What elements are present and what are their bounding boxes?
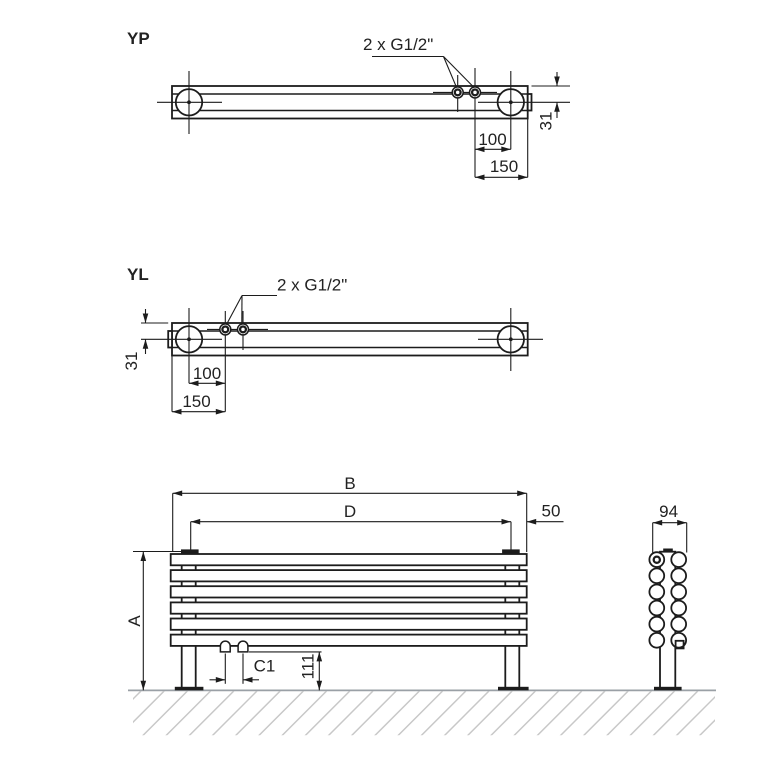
side-tube-front — [649, 568, 664, 583]
side-tube-back — [671, 552, 686, 567]
side-tube-back — [671, 601, 686, 616]
hatch-stroke — [676, 691, 721, 736]
front-valve-1 — [220, 641, 230, 652]
side-tube-back — [671, 617, 686, 632]
tube-row — [171, 570, 527, 581]
tube-row — [171, 586, 527, 597]
front-valve-2 — [238, 641, 248, 652]
hatch-stroke — [421, 691, 466, 736]
side-tube-front — [649, 633, 664, 648]
hatch-stroke — [142, 691, 187, 736]
yp-connection-label: 2 x G1/2" — [363, 35, 434, 54]
hatch-stroke — [258, 691, 303, 736]
hatch-stroke — [351, 691, 396, 736]
view-yp — [127, 29, 570, 177]
view-yl-title: YL — [127, 265, 149, 284]
side-bracket-tab — [663, 549, 673, 552]
side-tube-back — [671, 568, 686, 583]
tube-row — [171, 602, 527, 613]
side-tube-front — [649, 617, 664, 632]
yp-dim-100: 100 — [478, 130, 507, 149]
hatch-stroke — [444, 691, 489, 736]
hatch-stroke — [537, 691, 582, 736]
front-bracket-tab-right — [502, 549, 520, 554]
view-yl — [122, 265, 543, 412]
front-dim-111: 111 — [298, 653, 318, 680]
front-foot-right — [498, 687, 529, 691]
hatch-stroke — [305, 691, 350, 736]
front-dim-A: A — [125, 615, 145, 627]
hatch-stroke — [282, 691, 327, 736]
hatch-stroke — [514, 691, 559, 736]
side-tube-front — [649, 601, 664, 616]
hatch-stroke — [96, 691, 141, 736]
tube-row — [171, 554, 527, 565]
side-tube-front — [649, 552, 664, 567]
hatch-stroke — [583, 691, 628, 736]
hatch-stroke — [119, 691, 164, 736]
hatch-stroke — [653, 691, 698, 736]
hatch-stroke — [699, 691, 744, 736]
yl-dim-100: 100 — [192, 364, 222, 383]
side-tube-back — [671, 585, 686, 600]
hatch-stroke — [328, 691, 373, 736]
front-dim-C1: C1 — [253, 656, 276, 676]
hatch-stroke — [606, 691, 651, 736]
front-dim-D: D — [343, 502, 357, 521]
front-dim-B: B — [344, 474, 356, 493]
hatch-stroke — [467, 691, 512, 736]
yp-dim-31: 31 — [536, 111, 556, 131]
tube-row — [171, 619, 527, 630]
side-tube-front — [649, 585, 664, 600]
front-tube-rows — [171, 554, 527, 646]
ground-hatching — [96, 691, 744, 736]
yl-dim-150: 150 — [182, 392, 211, 411]
front-foot-left — [175, 687, 204, 691]
hatch-stroke — [398, 691, 443, 736]
yl-dim-31: 31 — [121, 351, 141, 371]
hatch-stroke — [235, 691, 280, 736]
hatch-stroke — [212, 691, 257, 736]
side-foot — [654, 687, 682, 691]
hatch-stroke — [630, 691, 675, 736]
view-side — [649, 502, 686, 690]
hatch-stroke — [189, 691, 234, 736]
hatch-stroke — [490, 691, 535, 736]
front-dim-50: 50 — [541, 501, 561, 521]
front-bracket-tab-left — [181, 549, 199, 554]
ground — [96, 690, 744, 736]
view-front — [125, 474, 563, 690]
view-yp-title: YP — [127, 29, 150, 48]
yp-dim-150: 150 — [489, 157, 519, 176]
hatch-stroke — [166, 691, 211, 736]
yl-connection-label: 2 x G1/2" — [277, 275, 348, 295]
hatch-stroke — [374, 691, 419, 736]
side-dim-94: 94 — [659, 502, 679, 521]
hatch-stroke — [560, 691, 605, 736]
